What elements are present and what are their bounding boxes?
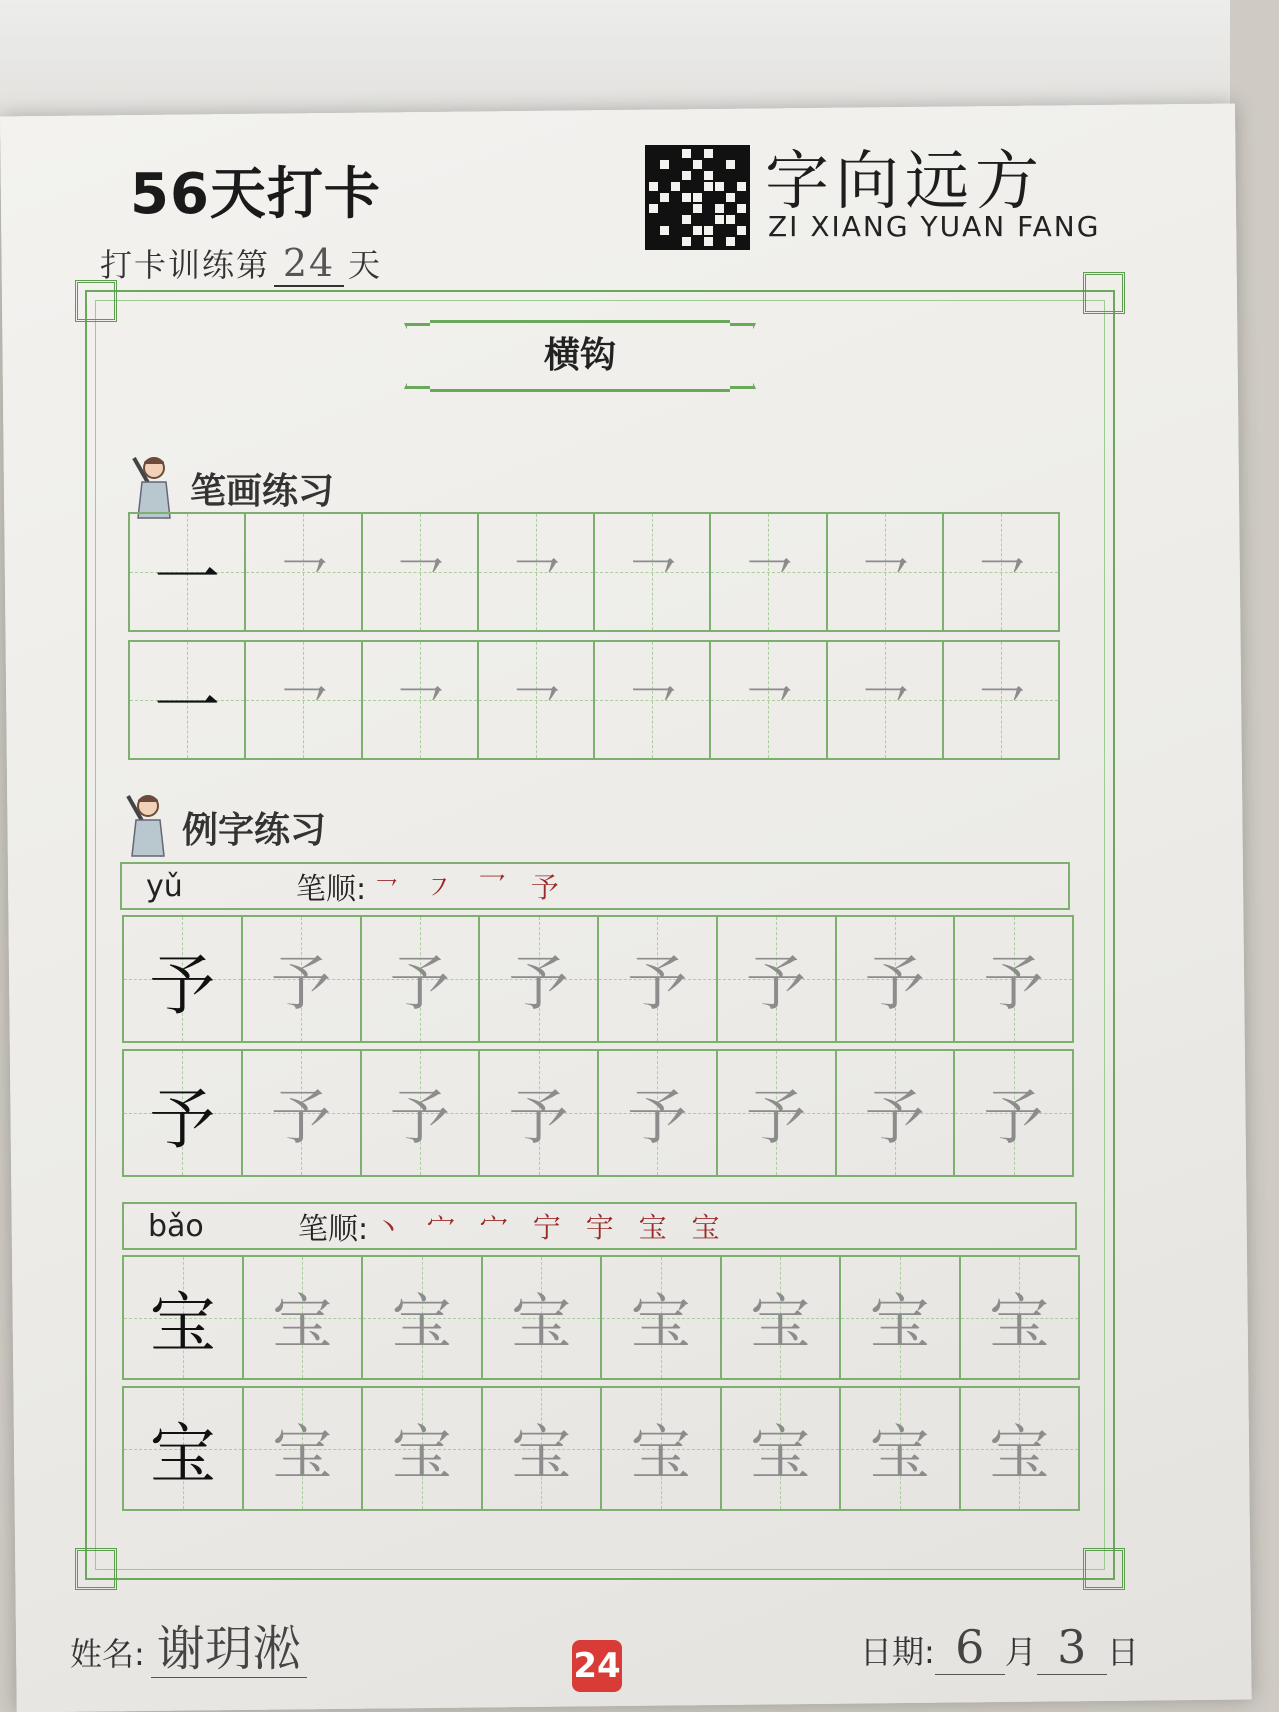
trace-cell bbox=[243, 917, 362, 1041]
model-cell bbox=[124, 1051, 243, 1175]
trace-cell bbox=[363, 1388, 483, 1509]
traced-glyph: 宝 bbox=[511, 1418, 572, 1489]
traced-glyph: ㇖ bbox=[970, 542, 1031, 612]
traced-glyph: 宝 bbox=[869, 1287, 930, 1358]
day-suffix: 日 bbox=[1106, 1633, 1139, 1671]
page-number-badge: 24 bbox=[572, 1640, 622, 1692]
traced-glyph: ㇖ bbox=[854, 670, 915, 740]
trace-cell bbox=[246, 642, 362, 758]
char-row bbox=[122, 1255, 1080, 1380]
trace-cell bbox=[602, 1257, 722, 1378]
stroke-order-label: 笔顺: bbox=[296, 872, 367, 907]
stroke-name-banner bbox=[430, 320, 730, 392]
pinyin: bǎo bbox=[148, 1208, 204, 1244]
trace-cell bbox=[828, 514, 944, 630]
stroke-order-label: 笔顺: bbox=[298, 1212, 369, 1247]
trace-cell bbox=[595, 514, 711, 630]
trace-cell bbox=[244, 1388, 364, 1509]
traced-glyph: 宝 bbox=[630, 1418, 691, 1489]
model-cell bbox=[130, 642, 246, 758]
scholar-mascot-icon bbox=[124, 790, 168, 862]
traced-glyph: ㇖ bbox=[970, 670, 1031, 740]
trace-cell bbox=[246, 514, 362, 630]
pinyin: yǔ bbox=[146, 868, 183, 904]
trace-cell bbox=[955, 917, 1072, 1041]
trace-cell bbox=[363, 642, 479, 758]
char-row bbox=[122, 1049, 1074, 1177]
traced-glyph: ㇖ bbox=[738, 542, 799, 612]
trace-cell bbox=[828, 642, 944, 758]
traced-glyph: 宝 bbox=[989, 1287, 1050, 1358]
brand-logo-en: ZI XIANG YUAN FANG bbox=[768, 210, 1101, 243]
traced-glyph: 宝 bbox=[750, 1418, 811, 1489]
traced-glyph: 予 bbox=[508, 949, 569, 1019]
traced-glyph: 宝 bbox=[750, 1287, 811, 1358]
month-value: 6 bbox=[935, 1620, 1005, 1675]
traced-glyph: 宝 bbox=[869, 1418, 930, 1489]
trace-cell bbox=[363, 514, 479, 630]
traced-glyph: ㇖ bbox=[622, 670, 683, 740]
brand-logo-cn: 字向远方 bbox=[765, 145, 1045, 219]
trace-cell bbox=[718, 1051, 837, 1175]
model-glyph: 宝 bbox=[149, 1285, 216, 1362]
model-glyph: 一 bbox=[154, 539, 221, 617]
trace-cell bbox=[711, 642, 827, 758]
char-row bbox=[122, 1386, 1080, 1511]
traced-glyph: 宝 bbox=[272, 1287, 333, 1358]
model-glyph: 一 bbox=[154, 667, 221, 745]
traced-glyph: 宝 bbox=[272, 1418, 333, 1489]
name-field bbox=[70, 1610, 307, 1679]
stroke-name: 横钩 bbox=[543, 335, 616, 376]
trace-cell bbox=[483, 1388, 603, 1509]
example-practice-title: 例字练习 bbox=[182, 810, 327, 851]
traced-glyph: 予 bbox=[508, 1083, 569, 1153]
trace-cell bbox=[722, 1257, 842, 1378]
checkin-title: 56天打卡 bbox=[130, 162, 381, 227]
day-counter bbox=[100, 240, 382, 287]
qr-code-icon bbox=[645, 145, 750, 250]
traced-glyph: 予 bbox=[746, 1083, 807, 1153]
traced-glyph: 予 bbox=[627, 949, 688, 1019]
handwritten-name: 谢玥淞 bbox=[151, 1621, 307, 1678]
month-suffix: 月 bbox=[1004, 1633, 1037, 1671]
trace-cell bbox=[722, 1388, 842, 1509]
day-value: 3 bbox=[1037, 1620, 1107, 1675]
character-practice-grid bbox=[122, 1255, 1080, 1511]
traced-glyph: 宝 bbox=[391, 1418, 452, 1489]
traced-glyph: 宝 bbox=[630, 1287, 691, 1358]
traced-glyph: 予 bbox=[983, 949, 1044, 1019]
corner-ornament-icon bbox=[1083, 1548, 1125, 1590]
traced-glyph: ㇖ bbox=[738, 670, 799, 740]
trace-cell bbox=[483, 1257, 603, 1378]
trace-cell bbox=[480, 917, 599, 1041]
traced-glyph: 予 bbox=[389, 949, 450, 1019]
traced-glyph: 予 bbox=[271, 1083, 332, 1153]
trace-cell bbox=[837, 1051, 956, 1175]
trace-cell bbox=[479, 642, 595, 758]
trace-cell bbox=[599, 917, 718, 1041]
day-prefix: 打卡训练第 bbox=[100, 246, 271, 284]
trace-cell bbox=[244, 1257, 364, 1378]
stroke-row bbox=[128, 640, 1060, 760]
traced-glyph: ㇖ bbox=[273, 542, 334, 612]
corner-ornament-icon bbox=[75, 1548, 117, 1590]
trace-cell bbox=[243, 1051, 362, 1175]
trace-cell bbox=[955, 1051, 1072, 1175]
traced-glyph: ㇖ bbox=[854, 542, 915, 612]
stroke-order-sequence: ㇖ ㇇ 乛 予 bbox=[372, 871, 567, 904]
trace-cell bbox=[961, 1257, 1079, 1378]
stroke-practice-grid bbox=[128, 512, 1060, 760]
model-cell bbox=[124, 1257, 244, 1378]
traced-glyph: 予 bbox=[864, 949, 925, 1019]
day-suffix: 天 bbox=[348, 246, 383, 284]
traced-glyph: ㇖ bbox=[389, 670, 450, 740]
traced-glyph: 宝 bbox=[511, 1287, 572, 1358]
trace-cell bbox=[711, 514, 827, 630]
day-value: 24 bbox=[274, 241, 344, 287]
traced-glyph: 予 bbox=[746, 949, 807, 1019]
trace-cell bbox=[841, 1257, 961, 1378]
trace-cell bbox=[944, 514, 1058, 630]
pinyin-bar bbox=[122, 1202, 1077, 1250]
date-label: 日期: bbox=[860, 1633, 935, 1671]
name-label: 姓名: bbox=[70, 1635, 145, 1673]
model-cell bbox=[130, 514, 246, 630]
model-cell bbox=[124, 917, 243, 1041]
model-glyph: 宝 bbox=[149, 1416, 216, 1493]
model-glyph: 予 bbox=[149, 946, 216, 1024]
model-cell bbox=[124, 1388, 244, 1509]
traced-glyph: ㇖ bbox=[505, 542, 566, 612]
trace-cell bbox=[602, 1388, 722, 1509]
traced-glyph: 予 bbox=[271, 949, 332, 1019]
char-row bbox=[122, 915, 1074, 1043]
model-glyph: 予 bbox=[149, 1080, 216, 1158]
date-field bbox=[860, 1620, 1139, 1675]
trace-cell bbox=[362, 1051, 481, 1175]
trace-cell bbox=[837, 917, 956, 1041]
traced-glyph: 予 bbox=[627, 1083, 688, 1153]
stroke-order-sequence: 丶 宀 宀 宁 宇 宝 宝 bbox=[374, 1211, 728, 1244]
stroke-row bbox=[128, 512, 1060, 632]
trace-cell bbox=[944, 642, 1058, 758]
corner-ornament-icon bbox=[75, 280, 117, 322]
trace-cell bbox=[479, 514, 595, 630]
traced-glyph: 宝 bbox=[989, 1418, 1050, 1489]
traced-glyph: ㇖ bbox=[273, 670, 334, 740]
trace-cell bbox=[841, 1388, 961, 1509]
trace-cell bbox=[961, 1388, 1079, 1509]
traced-glyph: ㇖ bbox=[389, 542, 450, 612]
traced-glyph: ㇖ bbox=[505, 670, 566, 740]
traced-glyph: 宝 bbox=[391, 1287, 452, 1358]
trace-cell bbox=[363, 1257, 483, 1378]
traced-glyph: 予 bbox=[983, 1083, 1044, 1153]
corner-ornament-icon bbox=[1083, 272, 1125, 314]
trace-cell bbox=[480, 1051, 599, 1175]
traced-glyph: 予 bbox=[389, 1083, 450, 1153]
trace-cell bbox=[595, 642, 711, 758]
pinyin-bar bbox=[120, 862, 1070, 910]
trace-cell bbox=[599, 1051, 718, 1175]
trace-cell bbox=[718, 917, 837, 1041]
traced-glyph: ㇖ bbox=[622, 542, 683, 612]
trace-cell bbox=[362, 917, 481, 1041]
traced-glyph: 予 bbox=[864, 1083, 925, 1153]
stroke-practice-title: 笔画练习 bbox=[190, 471, 335, 512]
character-practice-grid bbox=[122, 915, 1074, 1177]
